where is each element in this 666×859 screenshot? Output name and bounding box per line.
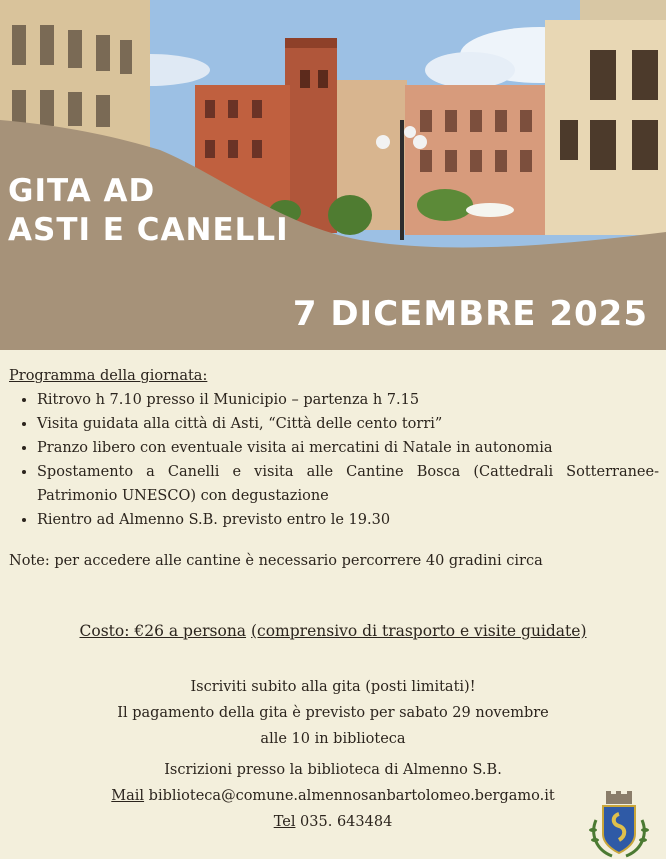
program-item: • Pranzo libero con eventuale visita ai mercatini di Natale in autonomia — [37, 436, 659, 460]
program-heading: Programma della giornata: — [9, 368, 208, 384]
program-list — [9, 388, 659, 532]
trip-date: 7 DICEMBRE 2025 — [292, 294, 648, 334]
signup-line-2: Il pagamento della gita è previsto per sabato 29 novembre — [117, 705, 549, 721]
program-item: • Ritrovo h 7.10 presso il Municipio – partenza h 7.15 — [37, 388, 659, 412]
tel-line — [0, 809, 666, 835]
title-line-2: ASTI E CANELLI — [8, 212, 289, 248]
program-item: • Rientro ad Almenno S.B. previsto entro le 19.30 — [37, 508, 659, 532]
contacts-info — [0, 757, 666, 835]
tel-number[interactable]: 035. 643484 — [295, 814, 393, 830]
title-line-1: GITA AD — [8, 173, 156, 209]
municipal-coat-of-arms-icon — [578, 790, 660, 859]
program-item: • Visita guidata alla città di Asti, “Città delle cento torri” — [37, 412, 659, 436]
cost-line — [0, 622, 666, 640]
tel-label: Tel — [273, 814, 296, 830]
mail-label: Mail — [111, 788, 145, 804]
trip-title — [8, 172, 289, 250]
header-banner — [0, 0, 666, 350]
program-section — [9, 364, 659, 532]
note-text: Note: per accedere alle cantine è necessario percorrere 40 gradini circa — [9, 553, 543, 569]
signup-line-1: Iscriviti subito alla gita (posti limitati)! — [190, 679, 476, 695]
signup-line-3: alle 10 in biblioteca — [260, 731, 406, 747]
program-item: • Spostamento a Canelli e visita alle Cantine Bosca (Cattedrali Sotterranee-Patrimonio UNESCO) con degustazione — [37, 460, 659, 508]
cost-price: Costo: €26 a persona — [79, 622, 247, 640]
mail-link[interactable]: biblioteca@comune.almennosanbartolomeo.bergamo.it — [144, 788, 555, 804]
signup-info — [0, 674, 666, 752]
mail-line — [0, 783, 666, 809]
contacts-line-1: Iscrizioni presso la biblioteca di Almenno S.B. — [164, 762, 502, 778]
cost-detail: (comprensivo di trasporto e visite guidate) — [251, 622, 587, 640]
